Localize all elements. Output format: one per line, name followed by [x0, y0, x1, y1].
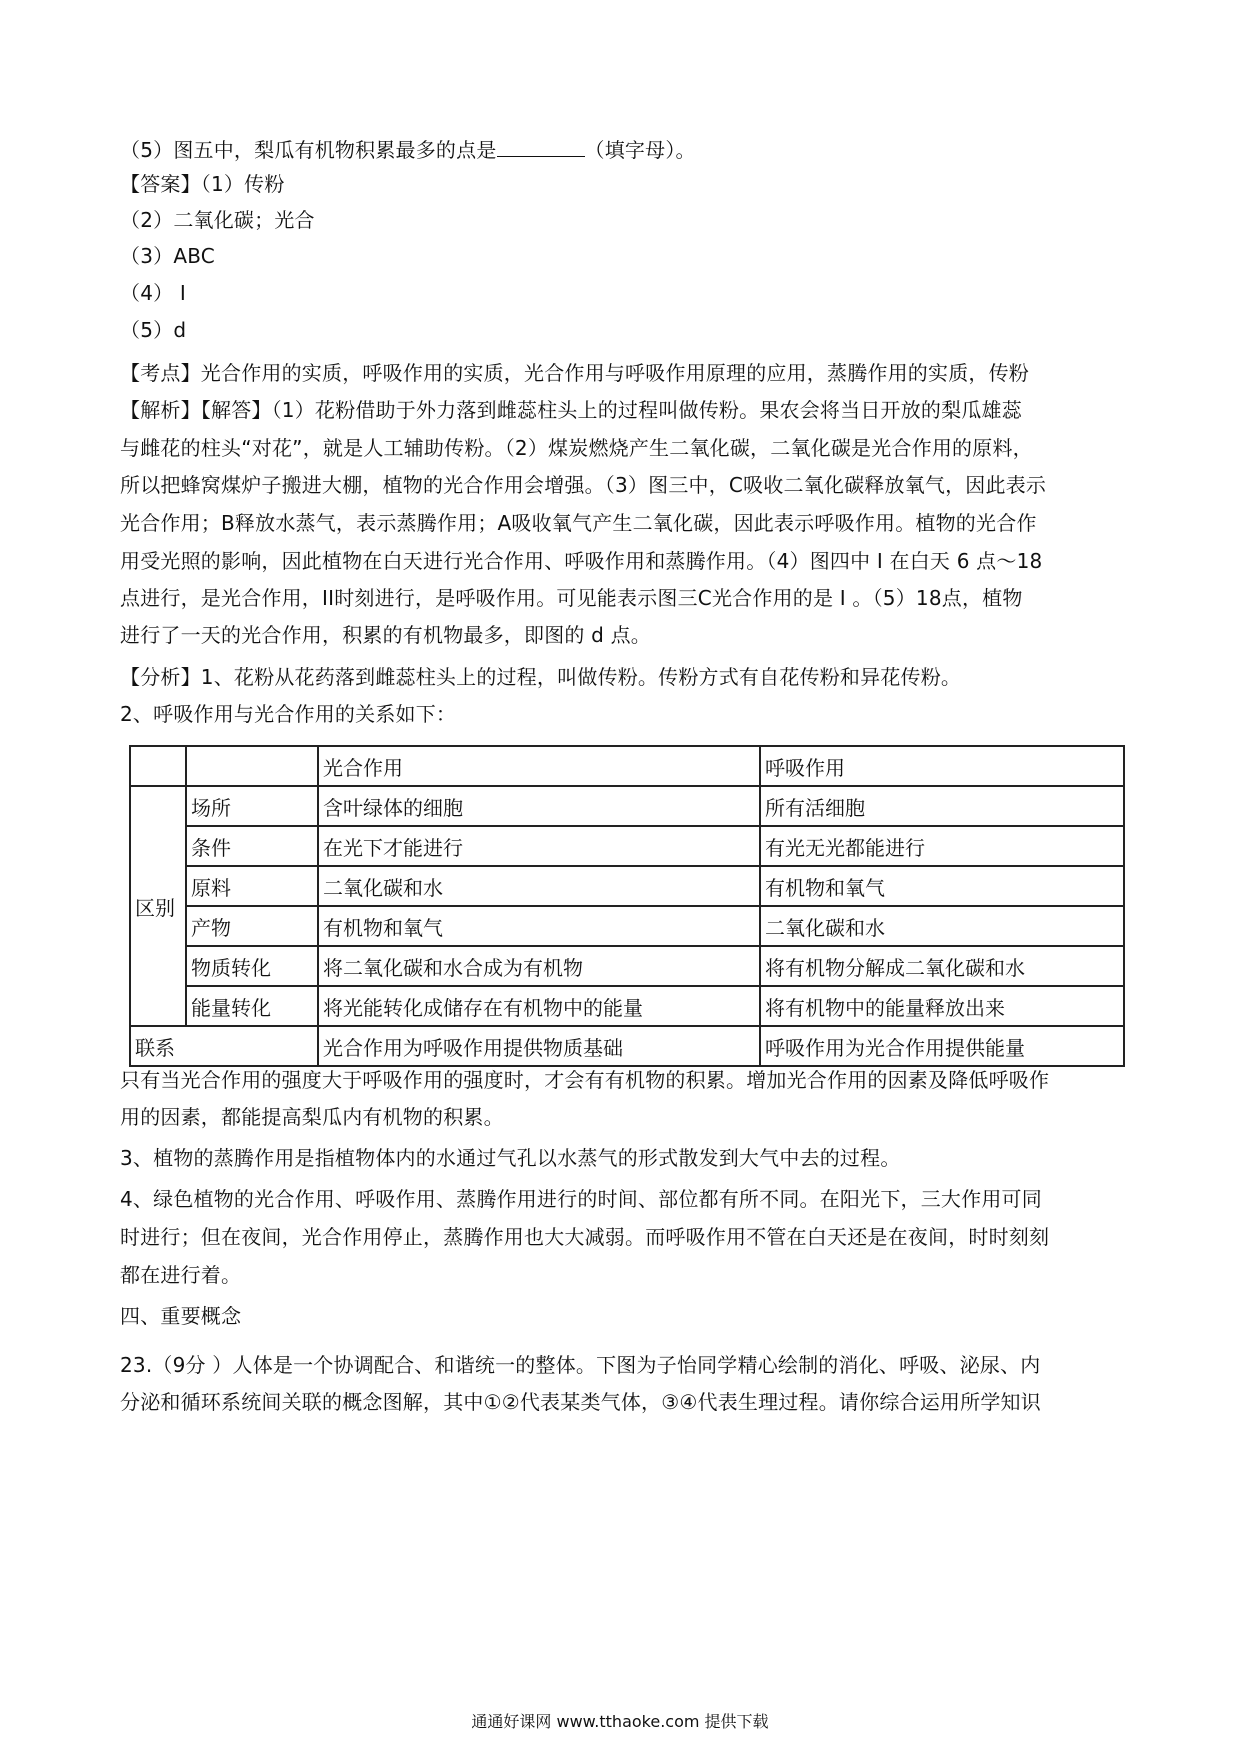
question-23-line: 分泌和循环系统间关联的概念图解，其中①②代表某类气体，③④代表生理过程。请你综合运用所学知识	[120, 1390, 1041, 1414]
paragraph-line: 用的因素，都能提高梨瓜内有机物的积累。	[120, 1105, 504, 1129]
analysis-line: 用受光照的影响，因此植物在白天进行光合作用、呼吸作用和蒸腾作用。（4）图四中 I 在白天 6 点～18	[120, 549, 1043, 573]
paragraph-line: 只有当光合作用的强度大于呼吸作用的强度时，才会有有机物的积累。增加光合作用的因素及降低呼吸作	[120, 1068, 1050, 1092]
table-row	[130, 986, 1124, 1026]
table-row	[130, 866, 1124, 906]
row-label: 产物	[186, 906, 318, 946]
analysis-line: 【解析】【解答】（1）花粉借助于外力落到雌蕊柱头上的过程叫做传粉。果农会将当日开放的梨瓜雄蕊	[120, 398, 1022, 422]
paragraph-line: 3、植物的蒸腾作用是指植物体内的水通过气孔以水蒸气的形式散发到大气中去的过程。	[120, 1146, 901, 1170]
table-cell: 光合作用为呼吸作用提供物质基础	[318, 1026, 760, 1066]
row-label: 物质转化	[186, 946, 318, 986]
row-label: 联系	[130, 1026, 318, 1066]
table-row	[130, 746, 1124, 786]
row-label: 能量转化	[186, 986, 318, 1026]
group-label: 区别	[130, 786, 186, 1026]
table-cell: 二氧化碳和水	[318, 866, 760, 906]
row-label: 原料	[186, 866, 318, 906]
page-footer: 通通好课网 www.tthaoke.com 提供下载	[471, 1712, 769, 1731]
answer-5: （5）d	[120, 318, 187, 342]
table-cell: 有光无光都能进行	[760, 826, 1124, 866]
table-cell: 呼吸作用为光合作用提供能量	[760, 1026, 1124, 1066]
analysis-line: 进行了一天的光合作用，积累的有机物最多，即图的 d 点。	[120, 623, 652, 647]
table-row	[130, 906, 1124, 946]
key-points: 【考点】光合作用的实质，呼吸作用的实质，光合作用与呼吸作用原理的应用，蒸腾作用的实质，传粉	[120, 361, 1029, 385]
analysis-line: 与雌花的柱头“对花”，就是人工辅助传粉。（2）煤炭燃烧产生二氧化碳，二氧化碳是光合作用的原料，	[120, 436, 1033, 460]
table-row	[130, 1026, 1124, 1066]
table-row	[130, 826, 1124, 866]
table-row	[130, 786, 1124, 826]
table-cell: 将有机物分解成二氧化碳和水	[760, 946, 1124, 986]
paragraph-line: 都在进行着。	[120, 1263, 242, 1287]
table-header: 光合作用	[318, 746, 760, 786]
summary-line: 2、呼吸作用与光合作用的关系如下：	[120, 702, 457, 726]
paragraph-line: 时进行；但在夜间，光合作用停止，蒸腾作用也大大减弱。而呼吸作用不管在白天还是在夜间，时时刻刻	[120, 1225, 1050, 1249]
table-row	[130, 946, 1124, 986]
row-label: 场所	[186, 786, 318, 826]
answer-4: （4） I	[120, 281, 186, 305]
question-5-line: （5）图五中，梨瓜有机物积累最多的点是 （填字母）。	[120, 138, 696, 162]
analysis-line: 点进行，是光合作用，II时刻进行，是呼吸作用。可见能表示图三C光合作用的是 I 。（5）18点，植物	[120, 586, 1023, 610]
analysis-line: 光合作用；B释放水蒸气，表示蒸腾作用；A吸收氧气产生二氧化碳，因此表示呼吸作用。植物的光合作	[120, 511, 1037, 535]
table-cell: 将有机物中的能量释放出来	[760, 986, 1124, 1026]
question-23-line: 23.（9分 ）人体是一个协调配合、和谐统一的整体。下图为子怡同学精心绘制的消化、呼吸、泌尿、内	[120, 1353, 1041, 1377]
table-cell: 将光能转化成储存在有机物中的能量	[318, 986, 760, 1026]
row-label: 条件	[186, 826, 318, 866]
table-cell: 二氧化碳和水	[760, 906, 1124, 946]
table-cell: 有机物和氧气	[318, 906, 760, 946]
table-cell: 有机物和氧气	[760, 866, 1124, 906]
answer-blank	[497, 138, 585, 157]
table-cell: 将二氧化碳和水合成为有机物	[318, 946, 760, 986]
paragraph-line: 4、绿色植物的光合作用、呼吸作用、蒸腾作用进行的时间、部位都有所不同。在阳光下，三大作用可同	[120, 1187, 1042, 1211]
summary-line: 【分析】1、花粉从花药落到雌蕊柱头上的过程，叫做传粉。传粉方式有自花传粉和异花传粉。	[120, 665, 962, 689]
section-heading: 四、重要概念	[120, 1304, 242, 1328]
table-header: 呼吸作用	[760, 746, 1124, 786]
answer-2: （2）二氧化碳；光合	[120, 208, 315, 232]
answer-1: 【答案】（1）传粉	[120, 172, 285, 196]
table-cell: 在光下才能进行	[318, 826, 760, 866]
answer-3: （3）ABC	[120, 244, 215, 268]
table-cell: 含叶绿体的细胞	[318, 786, 760, 826]
analysis-line: 所以把蜂窝煤炉子搬进大棚，植物的光合作用会增强。（3）图三中，C吸收二氧化碳释放氧气，因此表示	[120, 473, 1047, 497]
comparison-table	[129, 745, 1125, 1067]
table-cell: 所有活细胞	[760, 786, 1124, 826]
